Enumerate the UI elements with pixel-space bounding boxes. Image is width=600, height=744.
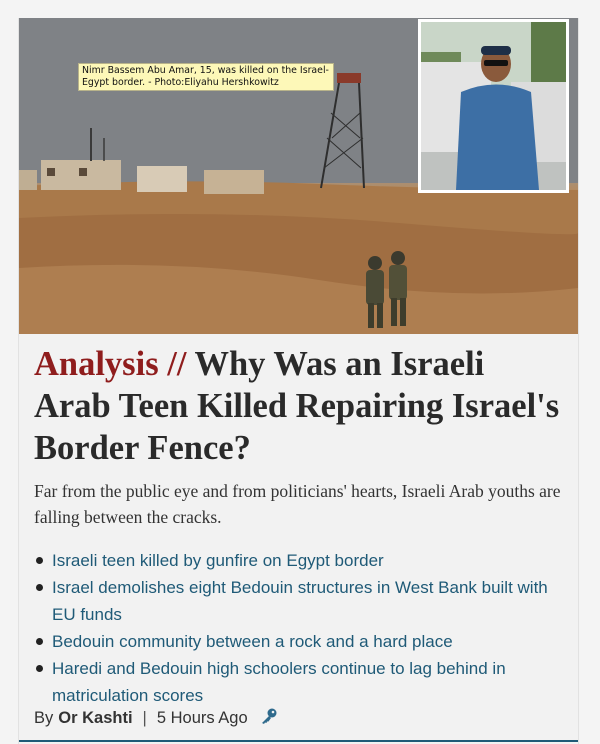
bullet-icon [36,584,43,591]
analysis-kicker: Analysis // [34,345,187,383]
photo-caption: Nimr Bassem Abu Amar, 15, was killed on the Israel-Egypt border. - Photo:Eliyahu Hershkowitz [78,63,334,91]
related-link[interactable]: Israel demolishes eight Bedouin structures in West Bank built with EU funds [34,574,564,628]
byline-prefix: By [34,709,54,727]
related-link[interactable]: Bedouin community between a rock and a hard place [34,628,564,655]
headline-title: Why Was an Israeli Arab Teen Killed Repairing Israel's Border Fence? [34,345,560,467]
article-photo[interactable] [19,18,578,334]
key-icon[interactable] [260,707,278,730]
related-links-list [34,547,564,709]
article-headline[interactable] [34,343,564,469]
related-link[interactable]: Israeli teen killed by gunfire on Egypt border [34,547,564,574]
publish-time: 5 Hours Ago [156,709,248,727]
article-dek: Far from the public eye and from politicians' hearts, Israeli Arab youths are falling between the cracks. [34,481,561,527]
bullet-icon [36,665,43,672]
article-card [18,18,579,744]
bullet-icon [36,557,43,564]
byline [34,707,278,730]
byline-separator: | [142,709,147,727]
author-link[interactable]: Or Kashti [58,709,133,727]
victim-portrait-image [418,19,569,193]
bottom-divider [19,740,578,742]
related-link[interactable]: Haredi and Bedouin high schoolers continue to lag behind in matriculation scores [34,655,564,709]
bullet-icon [36,638,43,645]
